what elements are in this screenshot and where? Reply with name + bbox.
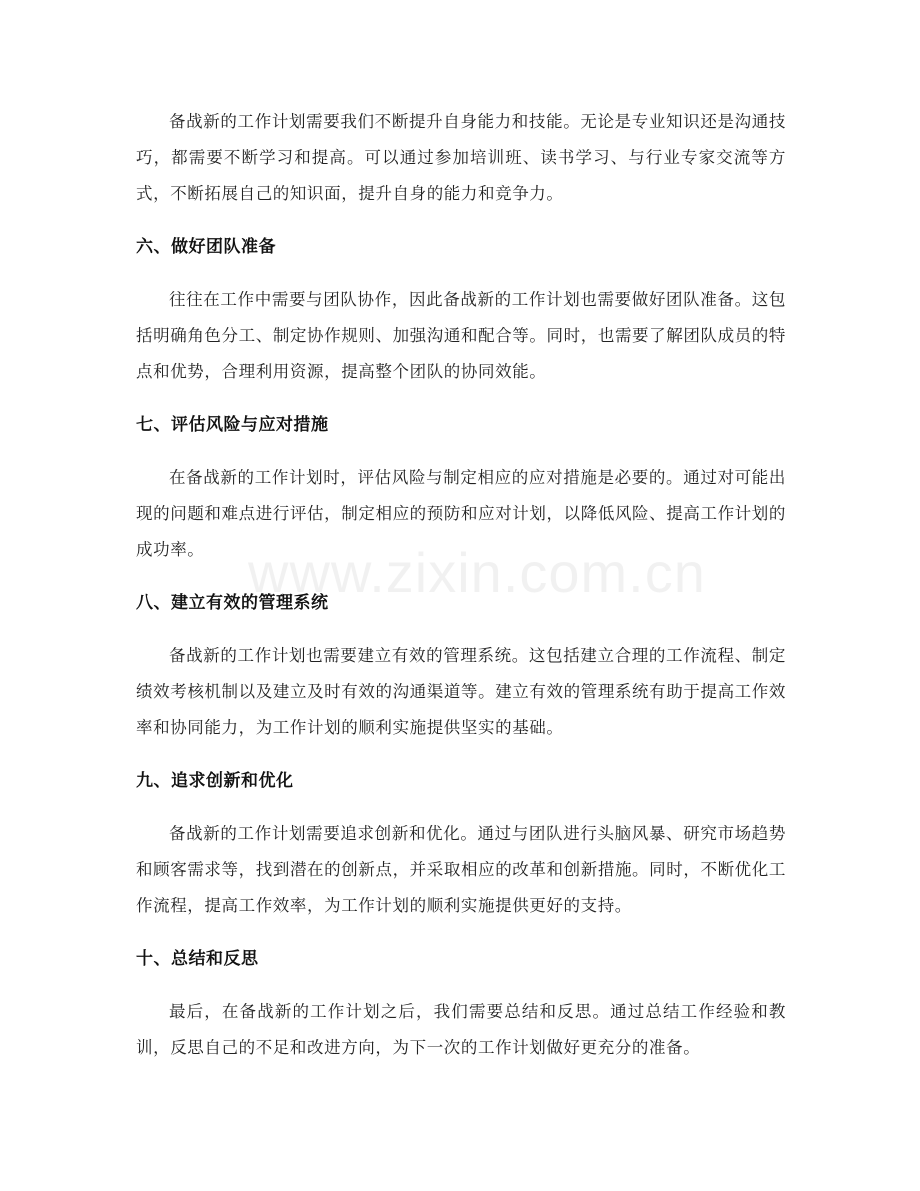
section-heading-6: 六、做好团队准备 — [136, 237, 276, 257]
section-paragraph-10: 最后，在备战新的工作计划之后，我们需要总结和反思。通过总结工作经验和教训，反思自己的不足和改进方向，为下一次的工作计划做好更充分的准备。 — [136, 1002, 786, 1057]
intro-paragraph: 备战新的工作计划需要我们不断提升自身能力和技能。无论是专业知识还是沟通技巧，都需要不断学习和提高。可以通过参加培训班、读书学习、与行业专家交流等方式，不断拓展自己的知识面，提升自身的能力和竞争力。 — [136, 112, 786, 203]
document-body — [136, 104, 786, 1066]
section-heading-7: 七、评估风险与应对措施 — [136, 415, 329, 435]
section-heading-9: 九、追求创新和优化 — [136, 771, 294, 791]
section-paragraph-9: 备战新的工作计划需要追求创新和优化。通过与团队进行头脑风暴、研究市场趋势和顾客需求等，找到潜在的创新点，并采取相应的改革和创新措施。同时，不断优化工作流程，提高工作效率，为工作计划的顺利实施提供更好的支持。 — [136, 824, 786, 915]
section-paragraph-8: 备战新的工作计划也需要建立有效的管理系统。这包括建立合理的工作流程、制定绩效考核机制以及建立及时有效的沟通渠道等。建立有效的管理系统有助于提高工作效率和协同能力，为工作计划的顺利实施提供坚实的基础。 — [136, 646, 786, 737]
section-paragraph-7: 在备战新的工作计划时，评估风险与制定相应的应对措施是必要的。通过对可能出现的问题和难点进行评估，制定相应的预防和应对计划，以降低风险、提高工作计划的成功率。 — [136, 468, 786, 559]
section-heading-10: 十、总结和反思 — [136, 949, 259, 969]
section-heading-8: 八、建立有效的管理系统 — [136, 593, 329, 613]
watermark: www.zixin.com.cn — [248, 541, 706, 604]
section-paragraph-6: 往往在工作中需要与团队协作，因此备战新的工作计划也需要做好团队准备。这包括明确角色分工、制定协作规则、加强沟通和配合等。同时，也需要了解团队成员的特点和优势，合理利用资源，提高整个团队的协同效能。 — [136, 290, 786, 381]
